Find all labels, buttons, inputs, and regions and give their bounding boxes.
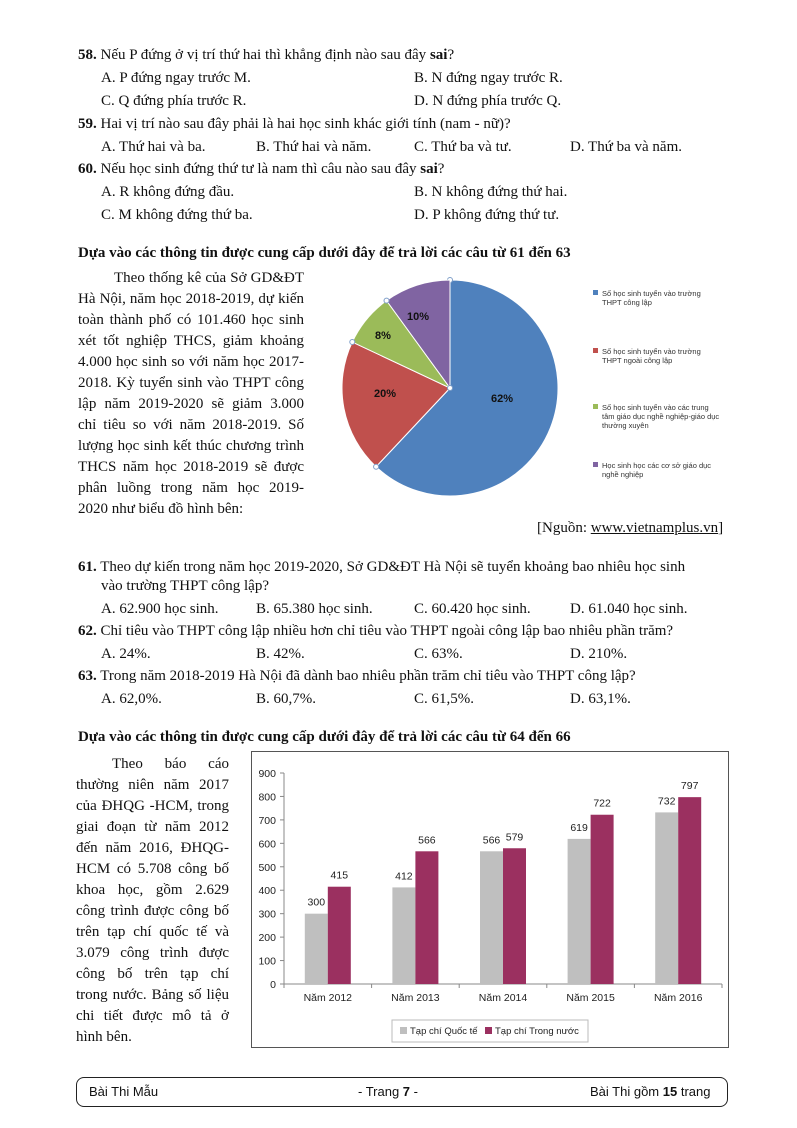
bar-data-label: 415 — [330, 869, 349, 882]
option-c[interactable]: C. Q đứng phía trước R. — [101, 93, 247, 109]
section-heading: Dựa vào các thông tin được cung cấp dưới đây để trả lời các câu từ 61 đến 63 — [78, 245, 571, 261]
option-d[interactable]: D. Thứ ba và năm. — [570, 139, 682, 155]
source-prefix: [Nguồn: — [537, 520, 591, 536]
option-d[interactable]: D. P không đứng thứ tư. — [414, 207, 560, 223]
option-c[interactable]: C. 61,5%. — [414, 691, 474, 707]
bar-data-label: 619 — [570, 821, 588, 834]
question-number: 60. — [78, 161, 97, 177]
question-text-end: ? — [447, 47, 455, 63]
legend-label: nghề nghiệp — [602, 470, 644, 479]
y-tick-label: 100 — [258, 955, 276, 968]
question-text-continued: vào trường THPT công lập? — [101, 578, 269, 594]
legend-swatch — [400, 1027, 407, 1034]
y-tick-label: 600 — [258, 838, 276, 851]
question-63 — [78, 668, 636, 685]
option-a[interactable]: A. P đứng ngay trước M. — [101, 70, 251, 86]
legend-label: THPT ngoài công lập — [602, 356, 673, 365]
legend-label: THPT công lập — [602, 298, 652, 307]
question-number: 63. — [78, 668, 97, 684]
y-tick-label: 700 — [258, 814, 276, 827]
option-b[interactable]: B. 65.380 học sinh. — [256, 601, 373, 617]
bar — [328, 887, 351, 984]
option-b[interactable]: B. 60,7%. — [256, 691, 316, 707]
legend-label: Học sinh học các cơ sở giáo dục — [602, 461, 712, 470]
slice-handle — [374, 464, 379, 469]
context-paragraph — [78, 268, 304, 520]
question-number: 59. — [78, 116, 97, 132]
page-footer — [76, 1077, 728, 1107]
y-tick-label: 0 — [270, 979, 276, 991]
source-citation — [537, 520, 723, 537]
slice-handle — [350, 340, 355, 345]
question-text: Nếu học sinh đứng thứ tư là nam thì câu nào sau đây — [96, 161, 421, 177]
option-a[interactable]: A. 62.900 học sinh. — [101, 601, 219, 617]
question-emphasis: sai — [420, 161, 438, 177]
legend-swatch — [593, 404, 598, 409]
legend-label: Tạp chí Trong nước — [495, 1026, 579, 1037]
y-tick-label: 200 — [258, 932, 276, 945]
question-emphasis: sai — [429, 47, 448, 63]
question-text: Hai vị trí nào sau đây phải là hai học sinh khác giới tính (nam - nữ)? — [96, 116, 511, 132]
question-text: Nếu P đứng ở vị trí thứ hai thì khẳng định nào sau đây — [96, 47, 430, 63]
x-tick-label: Năm 2016 — [653, 992, 703, 1004]
bar — [655, 812, 678, 984]
bar-data-label: 566 — [482, 834, 501, 847]
context-paragraph — [76, 754, 229, 1048]
x-tick-label: Năm 2015 — [566, 992, 615, 1004]
option-b[interactable]: B. Thứ hai và năm. — [256, 139, 372, 155]
slice-handle — [384, 298, 389, 303]
legend-swatch — [485, 1027, 492, 1034]
footer-page-prefix: - Trang — [358, 1084, 403, 1099]
question-60 — [78, 161, 444, 178]
bar — [591, 815, 614, 984]
x-tick-label: Năm 2014 — [478, 992, 528, 1004]
legend-label: Tạp chí Quốc tế — [410, 1026, 478, 1037]
pie-data-label: 10% — [406, 311, 430, 323]
footer-right — [590, 1084, 710, 1099]
legend-label: Số học sinh tuyển vào trường — [602, 289, 701, 298]
x-tick-label: Năm 2013 — [391, 992, 440, 1004]
y-tick-label: 800 — [258, 791, 276, 804]
legend-label: thường xuyên — [602, 421, 649, 430]
option-d[interactable]: D. N đứng phía trước Q. — [414, 93, 562, 109]
footer-total-suffix: trang — [677, 1084, 711, 1099]
legend-label: Số học sinh tuyển vào trường — [602, 347, 701, 356]
legend-label: Số học sinh tuyển vào các trung — [602, 403, 709, 412]
bar-data-label: 566 — [418, 834, 436, 847]
option-d[interactable]: D. 63,1%. — [570, 691, 631, 707]
option-a[interactable]: A. 62,0%. — [101, 691, 162, 707]
option-d[interactable]: D. 61.040 học sinh. — [570, 601, 688, 617]
pie-chart — [330, 270, 730, 510]
footer-total-num: 15 — [662, 1084, 678, 1099]
question-61 — [78, 559, 685, 576]
source-suffix: ] — [718, 520, 724, 536]
question-text: Theo dự kiến trong năm học 2019-2020, Sở GD&ĐT Hà Nội sẽ tuyển khoảng bao nhiêu học sinh — [96, 559, 686, 575]
option-c[interactable]: C. 63%. — [414, 646, 463, 662]
bar-data-label: 579 — [505, 831, 524, 844]
option-c[interactable]: C. 60.420 học sinh. — [414, 601, 531, 617]
option-b[interactable]: B. N đứng ngay trước R. — [414, 70, 563, 86]
question-number: 58. — [78, 47, 97, 63]
question-59 — [78, 116, 511, 133]
pie-data-label: 20% — [373, 388, 397, 400]
option-b[interactable]: B. N không đứng thứ hai. — [414, 184, 568, 200]
footer-page-suffix: - — [410, 1084, 418, 1099]
legend-swatch — [593, 290, 598, 295]
question-text-end: ? — [437, 161, 445, 177]
footer-page-number — [358, 1084, 418, 1099]
footer-page-num: 7 — [402, 1084, 411, 1099]
option-a[interactable]: A. Thứ hai và ba. — [101, 139, 206, 155]
paragraph-text: Theo báo cáo thường niên năm 2017 của ĐHQG -HCM, trong giai đoạn từ năm 2012 đến năm 2016, ĐHQG-HCM có 5.708 công bố khoa học, gồm 2.629 công trình được công bố trên tạp chí quốc tế và 3.079 công trình được công bố trên tạp chí trong nước. Bảng số liệu chi tiết được mô tả ở hình bên. — [76, 756, 229, 1045]
footer-total-prefix: Bài Thi gồm — [590, 1084, 663, 1099]
x-tick-label: Năm 2012 — [303, 992, 353, 1004]
pie-data-label: 8% — [375, 330, 391, 342]
option-a[interactable]: A. R không đứng đầu. — [101, 184, 235, 200]
pie-data-label: 62% — [490, 393, 514, 405]
bar-data-label: 412 — [395, 870, 413, 883]
question-58 — [78, 47, 454, 64]
bar-data-label: 732 — [657, 795, 676, 808]
y-tick-label: 900 — [258, 768, 276, 780]
slice-handle — [448, 386, 453, 391]
source-link[interactable]: www.vietnamplus.vn — [590, 520, 719, 536]
paragraph-text: Theo thống kê của Sở GD&ĐT Hà Nội, năm học 2018-2019, dự kiến toàn thành phố có 101.460 học sinh xét tốt nghiệp THCS, giảm khoảng 4.000 học sinh so với năm học 2017-2018. Kỳ tuyển sinh vào THPT công lập năm 2019-2020 sẽ giảm 3.000 chỉ tiêu so với năm 2018-2019. Số lượng học sinh kết thúc chương trình THCS năm học 2018-2019 sẽ được phân luồng trong năm học 2019-2020 như biểu đồ hình bên: — [78, 270, 304, 517]
bar — [503, 848, 526, 984]
question-text: Chỉ tiêu vào THPT công lập nhiều hơn chỉ tiêu vào THPT ngoài công lập bao nhiêu phần trăm? — [96, 623, 674, 639]
footer-left: Bài Thi Mẫu — [89, 1084, 159, 1099]
bar-data-label: 797 — [680, 780, 699, 793]
bar — [678, 797, 701, 984]
question-number: 61. — [78, 559, 97, 575]
bar-chart — [252, 752, 728, 1047]
question-62 — [78, 623, 673, 640]
bar — [480, 851, 503, 984]
section-heading: Dựa vào các thông tin được cung cấp dưới đây để trả lời các câu từ 64 đến 66 — [78, 729, 571, 745]
bar — [305, 914, 328, 984]
bar — [415, 851, 438, 984]
option-c[interactable]: C. Thứ ba và tư. — [414, 139, 512, 155]
y-tick-label: 300 — [258, 908, 276, 921]
legend-swatch — [593, 462, 598, 467]
y-tick-label: 500 — [258, 861, 276, 874]
bar — [568, 839, 591, 984]
question-text: Trong năm 2018-2019 Hà Nội đã dành bao nhiêu phần trăm chỉ tiêu vào THPT công lập? — [96, 668, 636, 684]
option-a[interactable]: A. 24%. — [101, 646, 151, 662]
option-d[interactable]: D. 210%. — [570, 646, 628, 662]
bar-data-label: 722 — [593, 797, 611, 810]
option-b[interactable]: B. 42%. — [256, 646, 305, 662]
bar-chart-frame — [251, 751, 729, 1048]
bar — [392, 887, 415, 984]
question-number: 62. — [78, 623, 97, 639]
legend-label: tâm giáo dục nghề nghiệp-giáo dục — [602, 412, 720, 421]
option-c[interactable]: C. M không đứng thứ ba. — [101, 207, 253, 223]
bar-data-label: 300 — [307, 896, 326, 909]
legend-swatch — [593, 348, 598, 353]
y-tick-label: 400 — [258, 885, 276, 898]
